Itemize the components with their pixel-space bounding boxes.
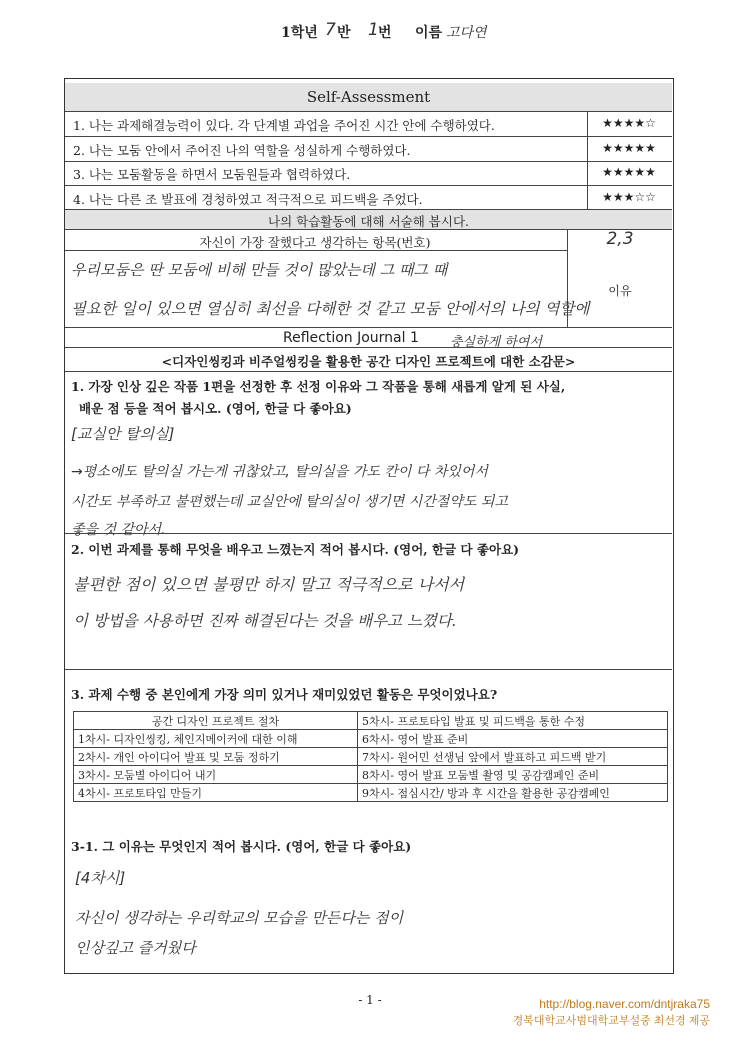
journal-title: Reflection Journal 1 [283, 330, 419, 346]
reason-answer-line-3: 충실하게 하여서 [450, 335, 543, 350]
self-assessment-title: Self-Assessment [306, 88, 431, 106]
steps-header: 공간 디자인 프로젝트 절차 [74, 712, 358, 730]
answer-1-line-2: →평소에도 탈의실 가는게 귀찮았고, 탈의실을 가도 칸이 다 차있어서 [71, 464, 488, 480]
describe-label: 나의 학습활동에 대해 서술해 봅시다. [268, 214, 469, 229]
answer-2-line-2: 이 방법을 사용하면 진짜 해결된다는 것을 배우고 느꼈다. [73, 612, 457, 630]
assessment-item-2: 2. 나는 모둠 안에서 주어진 나의 역할을 성실하게 수행하였다. [73, 143, 411, 158]
table-row [74, 766, 668, 784]
question-3: 3. 과제 수행 중 본인에게 가장 의미 있거나 재미있었던 활동은 무엇이었나요? [71, 687, 498, 702]
answer-3-1-line-2: 자신이 생각하는 우리학교의 모습을 만든다는 점이 [75, 909, 404, 927]
student-number: 1 [368, 20, 379, 40]
best-item-answer: 2,3 [606, 229, 634, 249]
step-7: 7차시- 원어민 선생님 앞에서 발표하고 피드백 받기 [358, 748, 668, 766]
journal-subtitle: <디자인씽킹과 비주얼씽킹을 활용한 공간 디자인 프로젝트에 대한 소감문> [161, 354, 576, 369]
step-8: 8차시- 영어 발표 모둠별 촬영 및 공감캠페인 준비 [358, 766, 668, 784]
grade-label: 1학년 [281, 25, 318, 41]
source-url: http://blog.naver.com/dntjraka75 [539, 997, 710, 1011]
student-name: 고다연 [446, 25, 487, 41]
student-info-header [0, 22, 740, 46]
answer-1-line-3: 시간도 부족하고 불편했는데 교실안에 탈의실이 생기면 시간절약도 되고 [71, 494, 508, 510]
step-1: 1차시- 디자인씽킹, 체인지메이커에 대한 이해 [74, 730, 358, 748]
step-2: 2차시- 개인 아이디어 발표 및 모둠 정하기 [74, 748, 358, 766]
assessment-item-4: 4. 나는 다른 조 발표에 경청하였고 적극적으로 피드백을 주었다. [73, 192, 423, 207]
name-label: 이름 [415, 25, 443, 41]
assessment-item-3: 3. 나는 모둠활동을 하면서 모둠원들과 협력하였다. [73, 167, 351, 182]
answer-3-1-line-1: [4차시] [75, 869, 126, 887]
class-label: 반 [337, 25, 351, 41]
rating-stars-2: ★★★★★ [602, 141, 656, 155]
table-row [74, 748, 668, 766]
assessment-item-1: 1. 나는 과제해결능력이 있다. 각 단계별 과업을 주어진 시간 안에 수행하였다. [73, 118, 495, 133]
class-number: 7 [325, 20, 336, 40]
answer-3-1-line-3: 인상깊고 즐거웠다 [75, 939, 196, 957]
page-number: - 1 - [358, 993, 382, 1007]
step-5: 5차시- 프로토타입 발표 및 피드백을 통한 수정 [358, 712, 668, 730]
answer-1-line-4: 좋을 것 같아서. [71, 522, 166, 538]
rating-stars-3: ★★★★★ [602, 165, 656, 179]
reason-answer-line-2: 필요한 일이 있으면 열심히 최선을 다해한 것 같고 모둠 안에서의 나의 역할에 [71, 300, 590, 318]
step-4: 4차시- 프로토타입 만들기 [74, 784, 358, 802]
worksheet-frame [64, 78, 674, 974]
source-credit: 경북대학교사범대학교부설중 최선경 제공 [512, 1015, 710, 1027]
best-item-label: 자신이 가장 잘했다고 생각하는 항목(번호) [199, 235, 431, 250]
answer-1-line-1: [교실안 탈의실] [71, 425, 175, 443]
question-2: 2. 이번 과제를 통해 무엇을 배우고 느꼈는지 적어 봅시다. (영어, 한글 다 좋아요) [71, 542, 520, 557]
step-9: 9차시- 점심시간/ 방과 후 시간을 활용한 공감캠페인 [358, 784, 668, 802]
table-row [74, 784, 668, 802]
project-steps-table [73, 711, 668, 802]
question-3-1: 3-1. 그 이유는 무엇인지 적어 봅시다. (영어, 한글 다 좋아요) [71, 839, 412, 854]
step-6: 6차시- 영어 발표 준비 [358, 730, 668, 748]
step-3: 3차시- 모둠별 아이디어 내기 [74, 766, 358, 784]
reason-label: 이유 [608, 284, 632, 298]
rating-stars-4: ★★★☆☆ [602, 190, 656, 204]
number-label: 번 [378, 25, 392, 41]
rating-stars-1: ★★★★☆ [602, 116, 656, 130]
table-row [74, 712, 668, 730]
table-row [74, 730, 668, 748]
question-1-line-2: 배운 점 등을 적어 봅시오. (영어, 한글 다 좋아요) [79, 401, 352, 416]
answer-2-line-1: 불편한 점이 있으면 불평만 하지 말고 적극적으로 나서서 [73, 575, 465, 594]
reason-answer-line-1: 우리모둠은 딴 모둠에 비해 만들 것이 많았는데 그 때그 때 [71, 261, 448, 279]
question-1-line-1: 1. 가장 인상 깊은 작품 1편을 선정한 후 선정 이유와 그 작품을 통해 새롭게 알게 된 사실, [71, 379, 566, 394]
